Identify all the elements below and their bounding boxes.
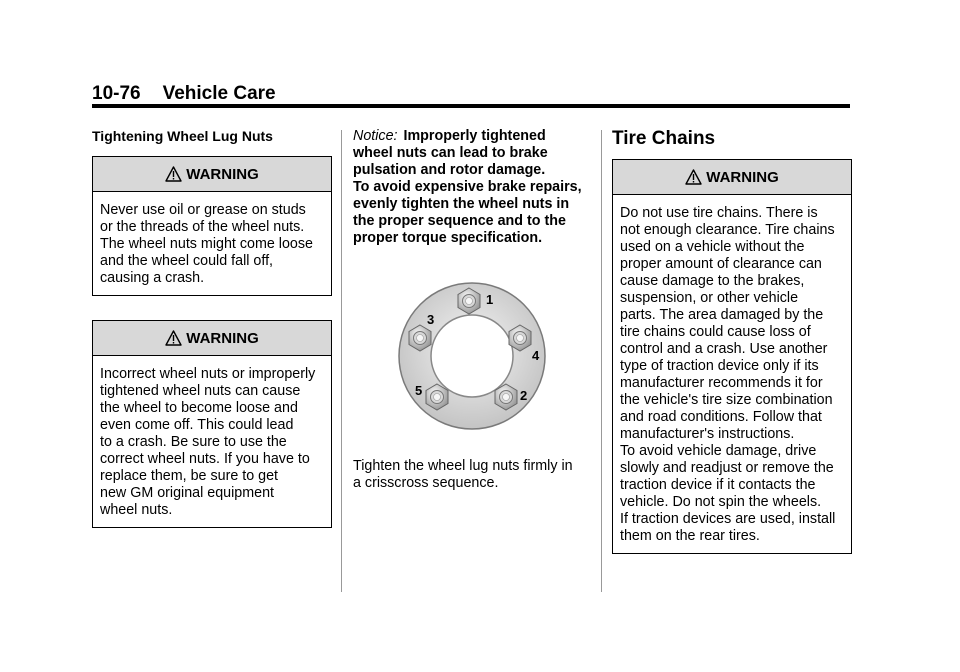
warning-line: and road conditions. Follow that [620,409,822,425]
notice-line: proper torque specification. [353,230,543,246]
column-divider-2 [601,130,602,592]
warning-body [93,192,331,295]
notice-line: To avoid expensive brake repairs, [353,179,582,195]
warning-line: Never use oil or grease on studs [100,202,306,218]
warning-title: WARNING [706,168,779,186]
warning-line: new GM original equipment [100,485,275,501]
warning-line: slowly and readjust or remove the [620,460,834,476]
notice-line: wheel nuts can lead to brake [353,145,548,161]
notice-line: pulsation and rotor damage. [353,162,546,178]
warning-line: tightened wheel nuts can cause [100,383,301,399]
warning-body [613,195,851,553]
page-number: 10-76 [92,83,141,104]
warning-line: replace them, be sure to get [100,468,279,484]
warning-triangle-icon [685,169,702,185]
lug-nut-sequence-diagram [396,270,556,440]
warning-title: WARNING [186,165,259,183]
section-title: Vehicle Care [162,83,276,104]
sequence-label-4: 4 [532,348,540,363]
warning-header [93,321,331,356]
warning-line: tire chains could cause loss of [620,324,811,340]
warning-line: them on the rear tires. [620,528,760,544]
warning-line: manufacturer's instructions. [620,426,795,442]
warning-line: To avoid vehicle damage, drive [620,443,817,459]
notice-block [353,128,593,247]
warning-box-1 [92,156,332,296]
warning-line: the vehicle's tire size combination [620,392,833,408]
warning-line: suspension, or other vehicle [620,290,799,306]
warning-box-3 [612,159,852,554]
column-1 [92,128,332,528]
sequence-label-2: 2 [520,388,528,403]
warning-line: to a crash. Be sure to use the [100,434,287,450]
notice-line: the proper sequence and to the [353,213,566,229]
warning-line: Incorrect wheel nuts or improperly [100,366,316,382]
header-rule [92,104,850,108]
sequence-label-5: 5 [415,383,423,398]
warning-line: parts. The area damaged by the [620,307,824,323]
warning-line: or the threads of the wheel nuts. [100,219,305,235]
warning-header [613,160,851,195]
caption-line: a crisscross sequence. [353,475,499,491]
warning-triangle-icon [165,330,182,346]
warning-line: type of traction device only if its [620,358,819,374]
warning-line: manufacturer recommends it for [620,375,823,391]
diagram-caption [353,458,593,492]
warning-title: WARNING [186,329,259,347]
warning-line: control and a crash. Use another [620,341,828,357]
warning-line: correct wheel nuts. If you have to [100,451,310,467]
hub-center-hole [431,315,513,397]
warning-line: cause damage to the brakes, [620,273,805,289]
warning-header [93,157,331,192]
warning-line: and the wheel could fall off, [100,253,274,269]
warning-line: traction device if it contacts the [620,477,816,493]
column-divider-1 [341,130,342,592]
page-header [92,83,276,105]
column-3 [612,128,852,554]
warning-line: vehicle. Do not spin the wheels. [620,494,822,510]
warning-line: proper amount of clearance can [620,256,822,272]
warning-line: If traction devices are used, install [620,511,836,527]
tire-chains-heading: Tire Chains [612,128,716,149]
notice-line: evenly tighten the wheel nuts in [353,196,570,212]
warning-line: causing a crash. [100,270,205,286]
warning-line: even come off. This could lead [100,417,294,433]
sequence-label-1: 1 [486,292,494,307]
notice-label: Notice: [353,128,398,144]
warning-body [93,356,331,527]
warning-line: The wheel nuts might come loose [100,236,313,252]
subheading: Tightening Wheel Lug Nuts [92,128,273,144]
warning-line: wheel nuts. [100,502,173,518]
sequence-label-3: 3 [427,312,435,327]
warning-line: used on a vehicle without the [620,239,805,255]
warning-triangle-icon [165,166,182,182]
warning-line: not enough clearance. Tire chains [620,222,835,238]
warning-box-2 [92,320,332,528]
caption-line: Tighten the wheel lug nuts firmly in [353,458,573,474]
warning-line: Do not use tire chains. There is [620,205,818,221]
warning-line: the wheel to become loose and [100,400,298,416]
notice-line: Improperly tightened [403,128,546,144]
